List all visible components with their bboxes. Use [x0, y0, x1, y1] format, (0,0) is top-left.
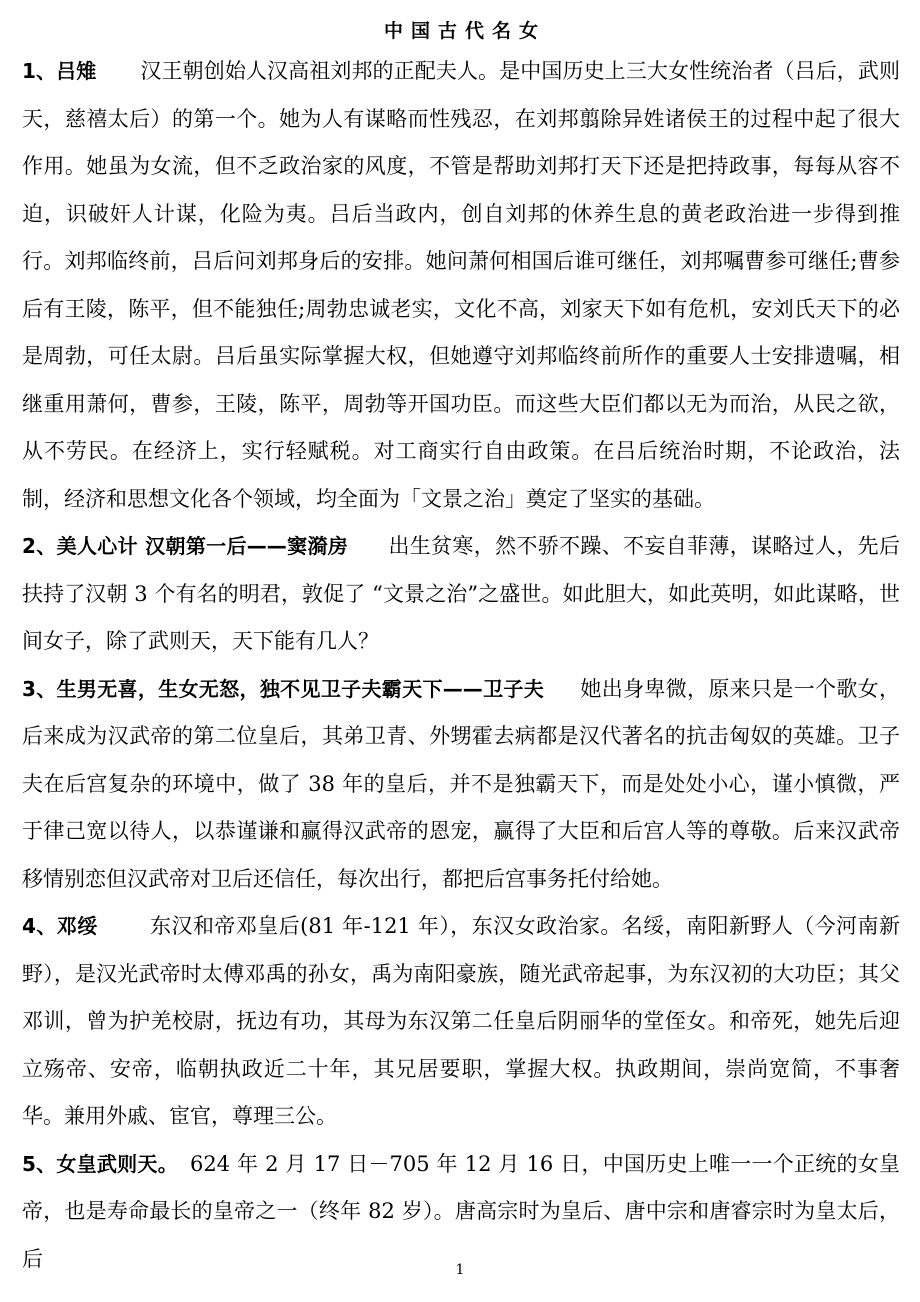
- entry-text: 624 年 2 月 17 日－705 年 12 月 16 日，中国历史上唯一一个正统的女皇帝，也是寿命最长的皇帝之一（终年 82 岁）。唐高宗时为皇后、唐中宗和唐睿宗时为皇太后，后: [22, 1151, 900, 1271]
- page-number: 1: [455, 1262, 465, 1278]
- entry-lv-zhi: [22, 48, 900, 523]
- entry-text: 汉王朝创始人汉高祖刘邦的正配夫人。是中国历史上三大女性统治者（吕后，武则天，慈禧太后）的第一个。她为人有谋略而性残忍，在刘邦翦除异姓诸侯王的过程中起了很大作用。她虽为女流，但不乏政治家的风度，不管是帮助刘邦打天下还是把持政事，每每从容不迫，识破奸人计谋，化险为夷。吕后当政内，创自刘邦的休养生息的黄老政治进一步得到推行。刘邦临终前，吕后问刘邦身后的安排。她问萧何相国后谁可继任，刘邦嘱曹参可继任;曹参后有王陵，陈平，但不能独任;周勃忠诚老实，文化不高，刘家天下如有危机，安刘氏天下的必是周勃，可任太尉。吕后虽实际掌握大权，但她遵守刘邦临终前所作的重要人士安排遗嘱，相继重用萧何，曹参，王陵，陈平，周勃等开国功臣。而这些大臣们都以无为而治，从民之欲，从不劳民。在经济上，实行轻赋税。对工商实行自由政策。在吕后统治时期，不论政治，法制，经济和思想文化各个领域，均全面为「文景之治」奠定了坚实的基础。: [22, 59, 900, 511]
- entry-text: 出生贫寒，然不骄不躁、不妄自菲薄，谋略过人，先后扶持了汉朝 3 个有名的明君，敦促了 “文景之治”之盛世。如此胆大，如此英明，如此谋略，世间女子，除了武则天，天下能有几人？: [22, 534, 900, 653]
- document-title: 中国古代名女: [383, 20, 546, 42]
- entry-deng-sui: [22, 903, 900, 1141]
- entry-heading: 5、女皇武则天。: [22, 1151, 178, 1176]
- entry-heading: 4、邓绥: [22, 914, 98, 938]
- document-page: [22, 14, 900, 1283]
- entry-heading: 2、美人心计 汉朝第一后——窦漪房: [22, 534, 349, 558]
- entry-text: 东汉和帝邓皇后(81 年-121 年），东汉女政治家。名绥，南阳新野人（今河南新野），是汉光武帝时太傅邓禹的孙女，禹为南阳豪族，随光武帝起事，为东汉初的大功臣；其父邓训，曾为护羌校尉，抚边有功，其母为东汉第二任皇后阴丽华的堂侄女。和帝死，她先后迎立殇帝、安帝，临朝执政近二十年，其兄居要职，掌握大权。执政期间，崇尚宽简，不事奢华。兼用外戚、宦官，尊理三公。: [22, 914, 900, 1128]
- entry-heading: 3、生男无喜，生女无怒，独不见卫子夫霸天下——卫子夫: [22, 676, 545, 701]
- entry-wei-zifu: [22, 666, 900, 904]
- entry-text: 她出身卑微，原来只是一个歌女，后来成为汉武帝的第二位皇后，其弟卫青、外甥霍去病都是汉代著名的抗击匈奴的英雄。卫子夫在后宫复杂的环境中，做了 38 年的皇后，并不是独霸天下，而是处处小心，谨小慎微，严于律己宽以待人，以恭谨谦和赢得汉武帝的恩宠，赢得了大臣和后宫人等的尊敬。后来汉武帝移情别恋但汉武帝对卫后还信任，每次出行，都把后宫事务托付给她。: [22, 676, 900, 891]
- entry-heading: 1、吕雉: [22, 59, 97, 83]
- entry-dou-yifang: [22, 523, 900, 666]
